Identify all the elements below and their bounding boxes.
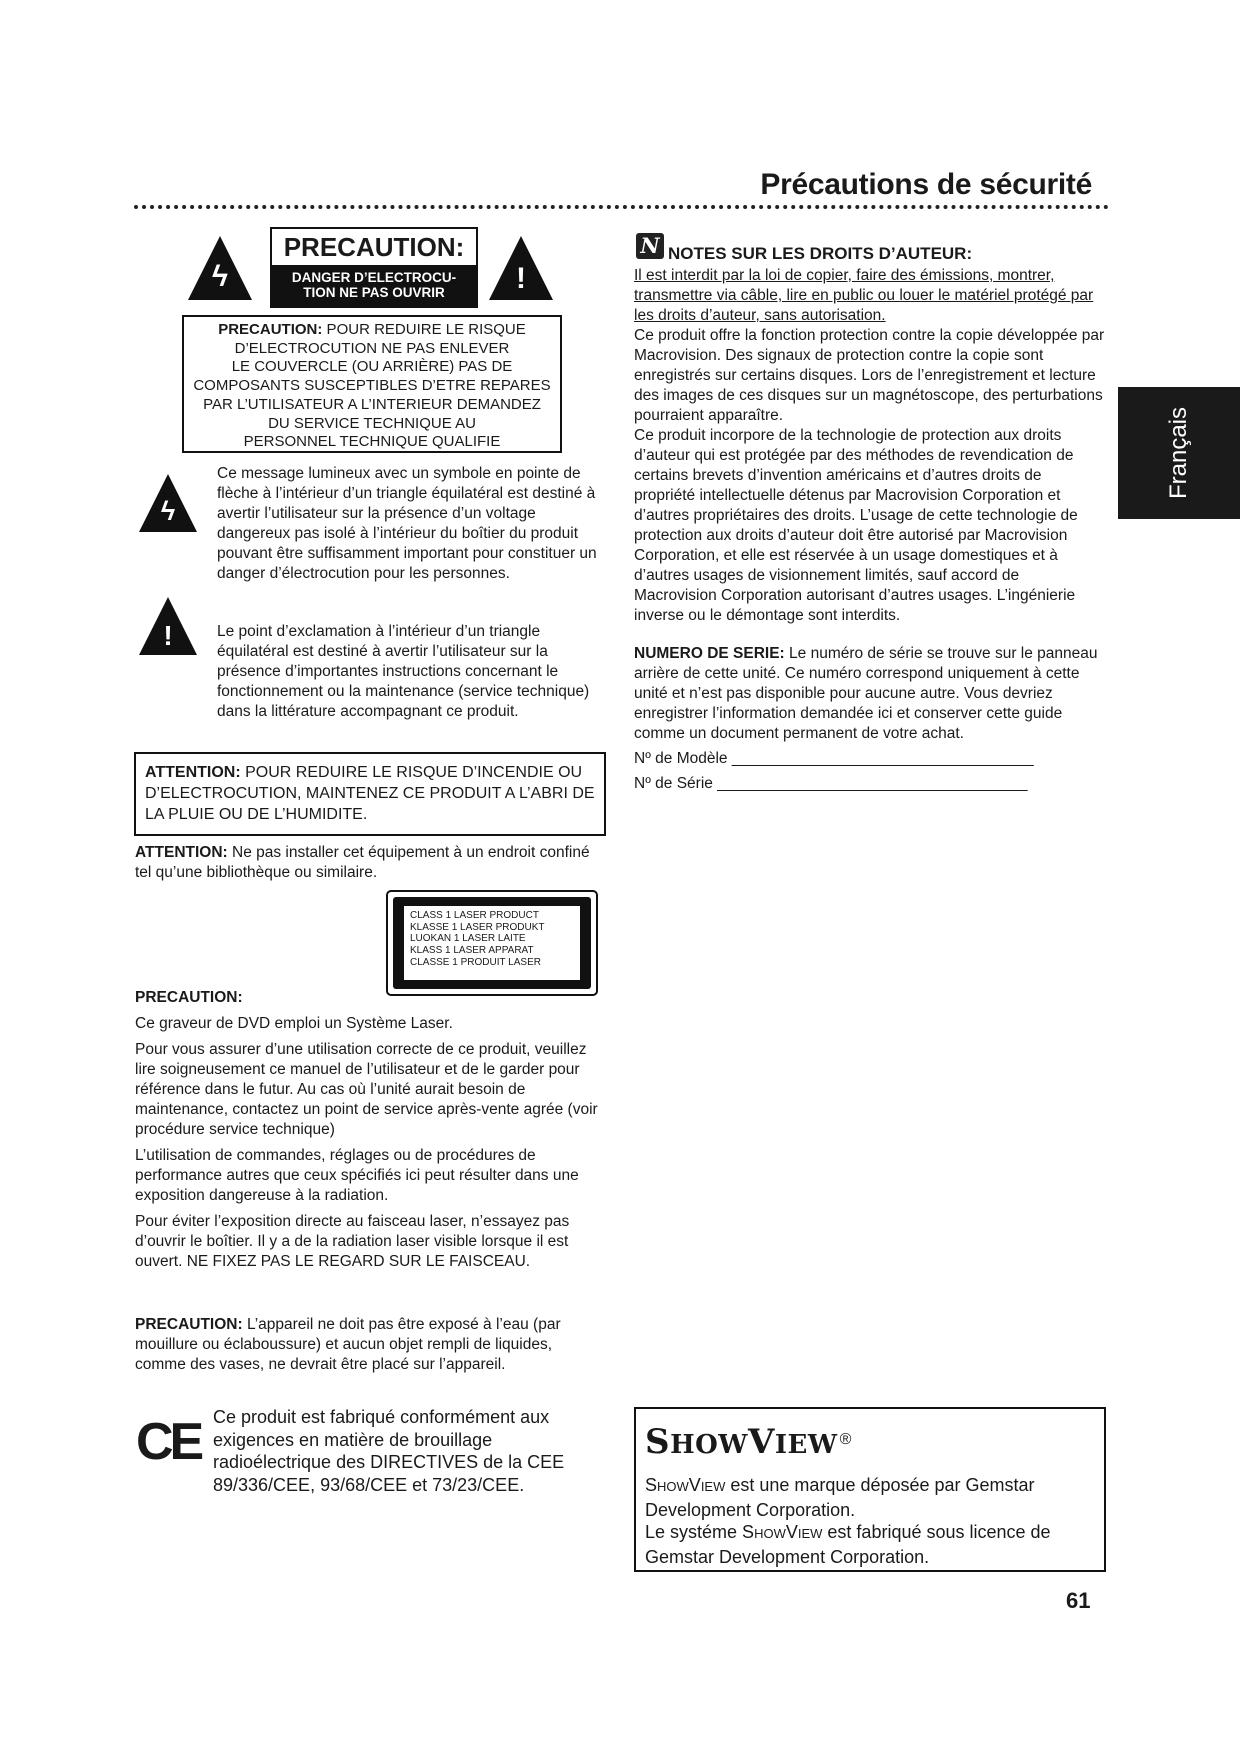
exclamation-symbol-icon: ! xyxy=(139,597,197,655)
laser-label-line: KLASS 1 LASER APPARAT xyxy=(410,945,534,957)
serial-lead: NUMERO DE SERIE: xyxy=(634,645,785,662)
laser-precaution-paragraph: L’utilisation de commandes, réglages ou de procédures de performance autres que ceux spécifiés ici peut résulter dans une exposition dangereuse à la radiation. xyxy=(135,1147,579,1204)
water-precaution-lead: PRECAUTION: xyxy=(135,1316,243,1333)
laser-precaution-paragraph: Pour éviter l’exposition directe au faisceau laser, n’essayez pas d’ouvrir le boîtier. Il y a de la radiation laser visible lorsque il est ouvert. NE FIXEZ PAS LE REGARD SUR LE FAISCEAU. xyxy=(135,1213,570,1270)
shock-warning-box xyxy=(182,315,562,453)
model-number-field: Nº de Modèle ___________________________________ xyxy=(634,750,1034,767)
registered-mark: ® xyxy=(839,1431,852,1448)
warning-lead: PRECAUTION: xyxy=(218,321,323,338)
language-tab-label: Français xyxy=(1165,406,1192,500)
precaution-label-title: PRECAUTION: xyxy=(283,232,465,262)
exclamation-triangle-icon: ! xyxy=(489,236,553,300)
precaution-label xyxy=(270,227,478,308)
warning-line: POUR REDUIRE LE RISQUE xyxy=(322,321,526,338)
notes-title: NOTES SUR LES DROITS D’AUTEUR: xyxy=(668,244,973,263)
laser-precaution-paragraph: Ce graveur de DVD emploi un Système Laser. xyxy=(135,1015,453,1032)
water-precaution xyxy=(135,1315,605,1375)
showview-logo: SHOWVIEW ® xyxy=(645,1422,852,1462)
lightning-symbol-description: Ce message lumineux avec un symbole en pointe de flèche à l’intérieur d’un triangle équilatéral est destiné à avertir l’utilisateur sur la présence d’un voltage dangereux pas isolé à l’intérieur du boîtier du produit pouvant être suffisamment important pour constituer un danger d’électrocution pour les personnes. xyxy=(217,465,597,582)
precaution-label-subtitle-line: TION NE PAS OUVRIR xyxy=(303,285,445,300)
serial-number-section xyxy=(634,644,1106,794)
attention-box xyxy=(134,752,606,836)
precaution-label-subtitle xyxy=(272,265,476,306)
lightning-triangle-icon: ϟ xyxy=(188,236,252,300)
notes-icon: N xyxy=(636,233,664,259)
ce-mark-icon: CE xyxy=(136,1413,201,1471)
copyright-notes xyxy=(634,266,1106,626)
serial-number-field: Nº de Série ____________________________________ xyxy=(634,775,1028,792)
laser-label-line: CLASSE 1 PRODUIT LASER xyxy=(410,956,541,968)
showview-trademark-line: SHOWVIEW est une marque déposée par Gemstar Development Corporation. xyxy=(645,1475,1035,1520)
laser-precaution-heading: PRECAUTION: xyxy=(135,989,243,1006)
serial-text: Le numéro de série se trouve sur le panneau arrière de cette unité. Ce numéro correspond uniquement à cette unité et n’est pas disponible pour aucune autre. Vous devriez enregistrer l’information demandée ici et conserver cette guide comme un document permanent de votre achat. xyxy=(634,645,1098,742)
exclamation-symbol-description: Le point d’exclamation à l’intérieur d’un triangle équilatéral est destiné à avertir l’utilisateur sur la présence d’importantes instructions concernant le fonctionnement ou la maintenance (service technique) dans la littérature accompagnant ce produit. xyxy=(217,623,590,720)
laser-precaution-paragraph: Pour vous assurer d’une utilisation correcte de ce produit, veuillez lire soigneusement ce manuel de l’utilisateur et de le garder pour référence dans le futur. Au cas où l’unité aurait besoin de maintenance, contactez un point de service après-vente agrée (voir procédure service technique) xyxy=(135,1041,598,1138)
copyright-paragraph: Ce produit incorpore de la technologie de protection aux droits d’auteur qui est protégée par des méthodes de revendication de certains brevets d’invention américains et d’autres droits de propriété intellectuelle détenus par Macrovision Corporation et d’autres propriétaires des droits. L’usage de cette technologie de protection aux droits d’auteur doit être autorisé par Macrovision Corporation, et elle est réservée à un usage domestiques et à d’autres usages de visionnement limités, sauf accord de Macrovision Corporation autorisant d’autres usages. L’ingénierie inverse ou le démontage sont interdits. xyxy=(634,427,1078,624)
ce-compliance-text: Ce produit est fabriqué conformément aux exigences en matière de brouillage radioélectrique des DIRECTIVES de la CEE 89/336/CEE, 93/68/CEE et 73/23/CEE. xyxy=(213,1407,565,1495)
laser-precaution-section xyxy=(135,988,605,1272)
attention-install-lead: ATTENTION: xyxy=(135,844,228,861)
lightning-symbol-icon: ϟ xyxy=(139,474,197,532)
language-tab xyxy=(1118,387,1240,519)
attention-install-text: Ne pas installer cet équipement à un endroit confiné tel qu’une bibliothèque ou similaire. xyxy=(135,844,590,881)
copyright-legal-notice: Il est interdit par la loi de copier, faire des émissions, montrer, transmettre via câble, lire en public ou louer le matériel protégé par les droits d’auteur, sans autorisation. xyxy=(634,267,1094,324)
laser-class-label xyxy=(386,890,598,996)
copyright-paragraph: Ce produit offre la fonction protection contre la copie développée par Macrovision. Des signaux de protection contre la copie sont enregistrés sur certains disques. Lors de l’enregistrement et lecture des images de ces disques sur un magnétoscope, des perturbations pourraient apparaître. xyxy=(634,327,1105,424)
warning-line: D’ELECTROCUTION NE PAS ENLEVER xyxy=(234,339,510,357)
water-precaution-text: L’appareil ne doit pas être exposé à l’eau (par mouillure ou éclaboussure) et aucun objet rempli de liquides, comme des vases, ne devrait être placé sur l’appareil. xyxy=(135,1316,561,1373)
showview-box xyxy=(634,1407,1106,1572)
page-title: Précautions de sécurité xyxy=(760,168,1092,201)
dotted-divider xyxy=(134,205,1109,209)
warning-line: PERSONNEL TECHNIQUE QUALIFIE xyxy=(243,433,501,451)
precaution-label-subtitle-line: DANGER D’ELECTROCU- xyxy=(291,270,457,285)
page-number: 61 xyxy=(1066,1588,1091,1613)
warning-line: LE COUVERCLE (OU ARRIÈRE) PAS DE xyxy=(231,358,513,376)
showview-license-line: Le systéme SHOWVIEW est fabriqué sous licence de Gemstar Development Corporation. xyxy=(645,1522,1051,1567)
laser-label-line: CLASS 1 LASER PRODUCT xyxy=(410,910,539,921)
attention-lead: ATTENTION: xyxy=(145,764,241,781)
warning-line: COMPOSANTS SUSCEPTIBLES D’ETRE REPARES xyxy=(193,377,551,395)
warning-line: DU SERVICE TECHNIQUE AU xyxy=(268,414,476,432)
attention-text: POUR REDUIRE LE RISQUE D’INCENDIE OU D’ELECTROCUTION, MAINTENEZ CE PRODUIT A L’ABRI DE LA PLUIE OU DE L’HUMIDITE. xyxy=(145,764,595,823)
attention-install xyxy=(135,843,605,883)
warning-line: PAR L’UTILISATEUR A L’INTERIEUR DEMANDEZ xyxy=(203,395,541,413)
laser-label-line: LUOKAN 1 LASER LAITE xyxy=(410,933,526,945)
showview-text xyxy=(645,1474,1096,1568)
laser-label-line: KLASSE 1 LASER PRODUKT xyxy=(410,921,545,933)
